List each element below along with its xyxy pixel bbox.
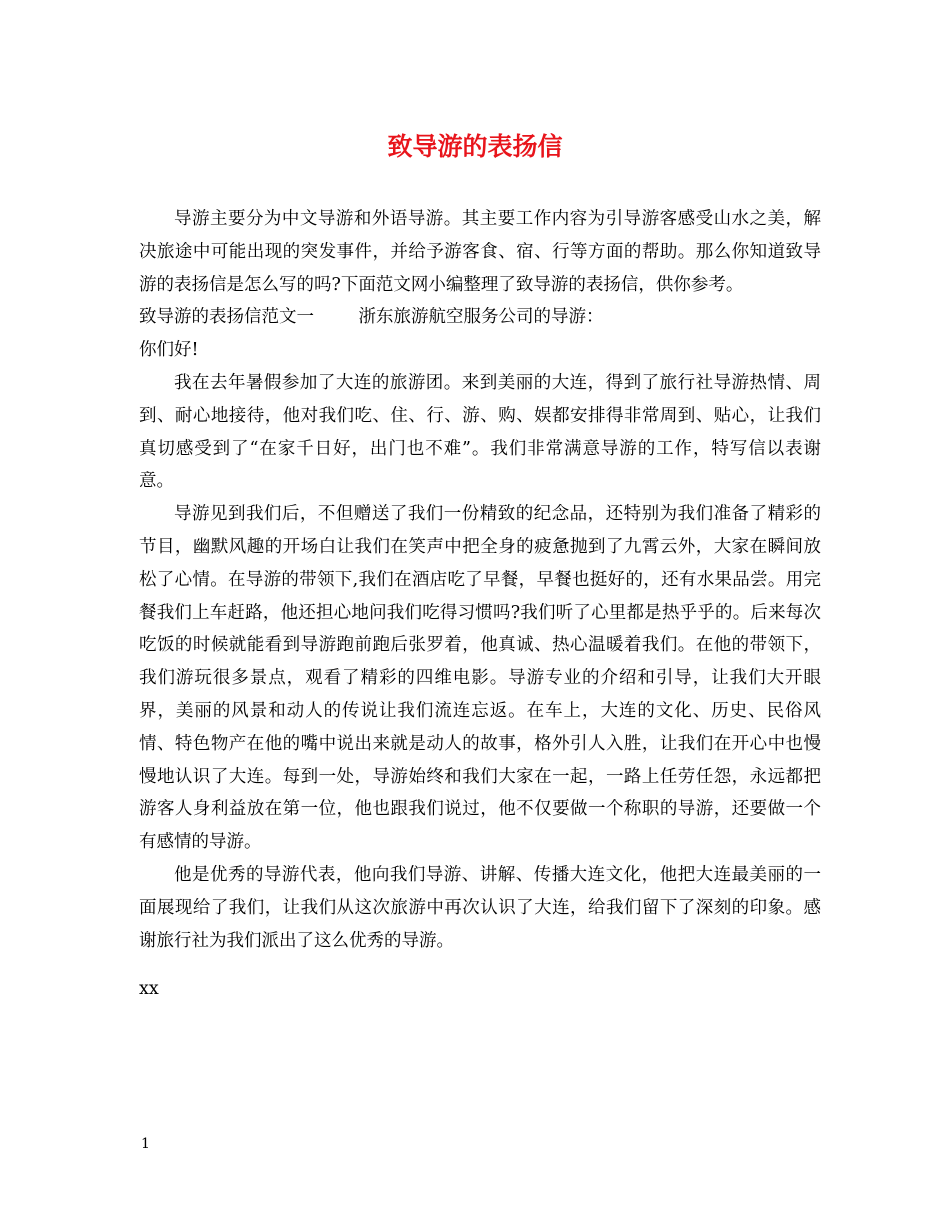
letter-recipient: 浙东旅游航空服务公司的导游： (358, 307, 604, 328)
letter-heading-line (139, 301, 821, 334)
intro-paragraph: 导游主要分为中文导游和外语导游。其主要工作内容为引导游客感受山水之美，解决旅途中可能出现的突发事件，并给予游客食、宿、行等方面的帮助。那么你知道致导游的表扬信是怎么写的吗?下面范文网小编整理了致导游的表扬信，供你参考。 (139, 209, 821, 295)
sample-heading: 致导游的表扬信范文一 (139, 307, 314, 328)
letter-greeting: 你们好! (139, 340, 199, 361)
document-body (139, 203, 821, 1006)
body-paragraph-1: 我在去年暑假参加了大连的旅游团。来到美丽的大连，得到了旅行社导游热情、周到、耐心地接待，他对我们吃、住、行、游、购、娱都安排得非常周到、贴心，让我们真切感受到了“在家千日好，出门也不难”。我们非常满意导游的工作，特写信以表谢意。 (139, 372, 821, 492)
letter-signature: xx (139, 979, 159, 1000)
body-paragraph-3: 他是优秀的导游代表，他向我们导游、讲解、传播大连文化，他把大连最美丽的一面展现给了我们，让我们从这次旅游中再次认识了大连，给我们留下了深刻的印象。感谢旅行社为我们派出了这么优秀的导游。 (139, 864, 821, 951)
document-title: 致导游的表扬信 (387, 132, 563, 161)
page-number: 1 (141, 1136, 150, 1152)
body-paragraph-2: 导游见到我们后，不但赠送了我们一份精致的纪念品，还特别为我们准备了精彩的节目，幽默风趣的开场白让我们在笑声中把全身的疲惫抛到了九霄云外，大家在瞬间放松了心情。在导游的带领下,我们在酒店吃了早餐，早餐也挺好的，还有水果品尝。用完餐我们上车赶路，他还担心地问我们吃得习惯吗?我们听了心里都是热乎乎的。后来每次吃饭的时候就能看到导游跑前跑后张罗着，他真诚、热心温暖着我们。在他的带领下，我们游玩很多景点，观看了精彩的四维电影。导游专业的介绍和引导，让我们大开眼界，美丽的风景和动人的传说让我们流连忘返。在车上，大连的文化、历史、民俗风情、特色物产在他的嘴中说出来就是动人的故事，格外引人入胜，让我们在开心中也慢慢地认识了大连。每到一处，导游始终和我们大家在一起，一路上任劳任怨，永远都把游客人身利益放在第一位，他也跟我们说过，他不仅要做一个称职的导游，还要做一个有感情的导游。 (139, 504, 821, 853)
